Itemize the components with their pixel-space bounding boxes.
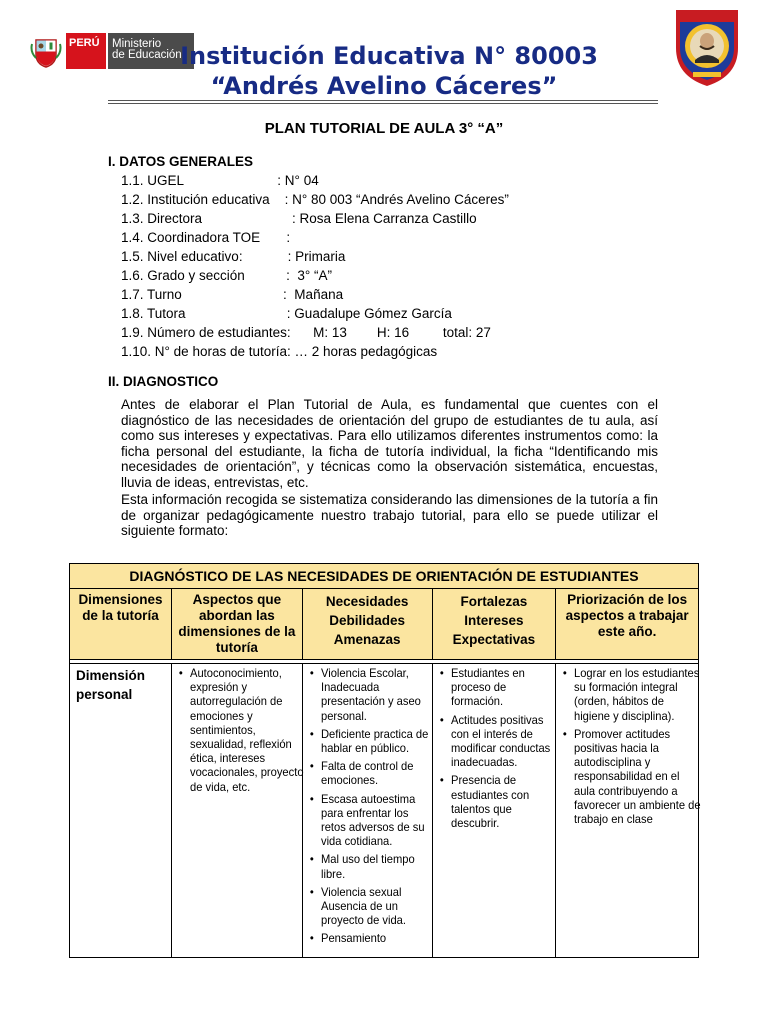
datos-row: 1.9. Número de estudiantes: M: 13 H: 16 total: 27 — [121, 325, 491, 340]
list-item: • Deficiente practica de hablar en público. — [321, 727, 434, 755]
list-item: • Lograr en los estudiantes su formación integral (orden, hábitos de higiene y disciplina). — [574, 666, 701, 723]
dimension-cell: Dimensión personal — [70, 664, 172, 958]
peru-label: PERÚ — [66, 33, 106, 69]
datos-row: 1.1. UGEL : N° 04 — [121, 173, 319, 188]
list-item: • Promover actitudes positivas hacia la autodisciplina y responsabilidad en el aula contribuyendo a favorecer un ambiente de trabajo en clase — [574, 727, 701, 826]
plan-title: PLAN TUTORIAL DE AULA 3° “A” — [264, 120, 504, 137]
school-title-line1: Institución Educativa N° 80003 — [180, 42, 598, 70]
datos-row: 1.10. N° de horas de tutoría: … 2 horas pedagógicas — [121, 344, 438, 359]
datos-row: 1.5. Nivel educativo: : Primaria — [121, 249, 346, 264]
diagnostico-paragraph-2: Esta información recogida se sistematiza considerando las dimensiones de la tutoría a fin de organizar pedagógicamente nuestro trabajo tutorial, para ello se puede utilizar el siguiente formato: — [121, 492, 658, 539]
header-divider — [108, 100, 658, 104]
datos-row: 1.4. Coordinadora TOE : — [121, 230, 291, 245]
datos-heading: I. DATOS GENERALES — [108, 154, 254, 169]
col-header-necesidades: Necesidades Debilidades Amenazas — [302, 589, 432, 660]
list-item: • Estudiantes en proceso de formación. — [451, 666, 558, 709]
datos-row: 1.6. Grado y sección : 3° “A” — [121, 268, 332, 283]
datos-row: 1.3. Directora : Rosa Elena Carranza Castillo — [121, 211, 477, 226]
aspectos-cell — [171, 664, 302, 958]
col-header-fortalezas: Fortalezas Intereses Expectativas — [432, 589, 556, 660]
list-item: • Mal uso del tiempo libre. — [321, 852, 434, 880]
datos-row: 1.2. Institución educativa : N° 80 003 “Andrés Avelino Cáceres” — [121, 192, 509, 207]
table-row — [70, 664, 699, 958]
col-header-aspectos: Aspectos que abordan las dimensiones de la tutoría — [171, 589, 302, 660]
col-header-dimensiones: Dimensiones de la tutoría — [70, 589, 172, 660]
ministerio-line1: Ministerio — [112, 38, 162, 50]
school-title-line2: “Andrés Avelino Cáceres” — [210, 72, 558, 100]
ministerio-line2: de Educación — [112, 49, 182, 61]
list-item: • Escasa autoestima para enfrentar los retos adversos de su vida cotidiana. — [321, 792, 434, 849]
list-item: • Autoconocimiento, expresión y autorregulación de emociones y sentimientos, sexualidad, reflexión ética, intereses vocacionales, proyecto de vida, etc. — [190, 666, 304, 794]
diagnostico-heading: II. DIAGNOSTICO — [108, 374, 219, 389]
necesidades-cell — [302, 664, 432, 958]
diagnostico-table — [69, 563, 699, 958]
list-item: • Presencia de estudiantes con talentos que descubrir. — [451, 773, 558, 830]
list-item: • Pensamiento — [321, 931, 434, 945]
school-shield-icon — [673, 8, 741, 88]
list-item: • Falta de control de emociones. — [321, 759, 434, 787]
list-item: • Violencia Escolar, Inadecuada presentación y aseo personal. — [321, 666, 434, 723]
datos-row: 1.8. Tutora : Guadalupe Gómez García — [121, 306, 452, 321]
fortalezas-cell — [432, 664, 556, 958]
list-item: • Violencia sexual Ausencia de un proyecto de vida. — [321, 885, 434, 928]
diagnostico-paragraph-1: Antes de elaborar el Plan Tutorial de Aula, es fundamental que cuentes con el diagnóstico de las necesidades de orientación del grupo de estudiantes de tu aula, así como sus intereses y expectativas. Para ello utilizamos diferentes instrumentos como: la ficha personal del estudiante, la ficha de tutoría individual, la ficha “Identificando mis necesidades de orientación”, y técnicas como la observación sistemática, encuestas, lluvia de ideas, entrevistas, etc. — [121, 397, 658, 490]
table-title: DIAGNÓSTICO DE LAS NECESIDADES DE ORIENTACIÓN DE ESTUDIANTES — [70, 564, 699, 589]
list-item: • Actitudes positivas con el interés de modificar conductas inadecuadas. — [451, 713, 558, 770]
col-header-priorizacion: Priorización de los aspectos a trabajar este año. — [556, 589, 699, 660]
datos-row: 1.7. Turno : Mañana — [121, 287, 344, 302]
priorizacion-cell — [556, 664, 699, 958]
